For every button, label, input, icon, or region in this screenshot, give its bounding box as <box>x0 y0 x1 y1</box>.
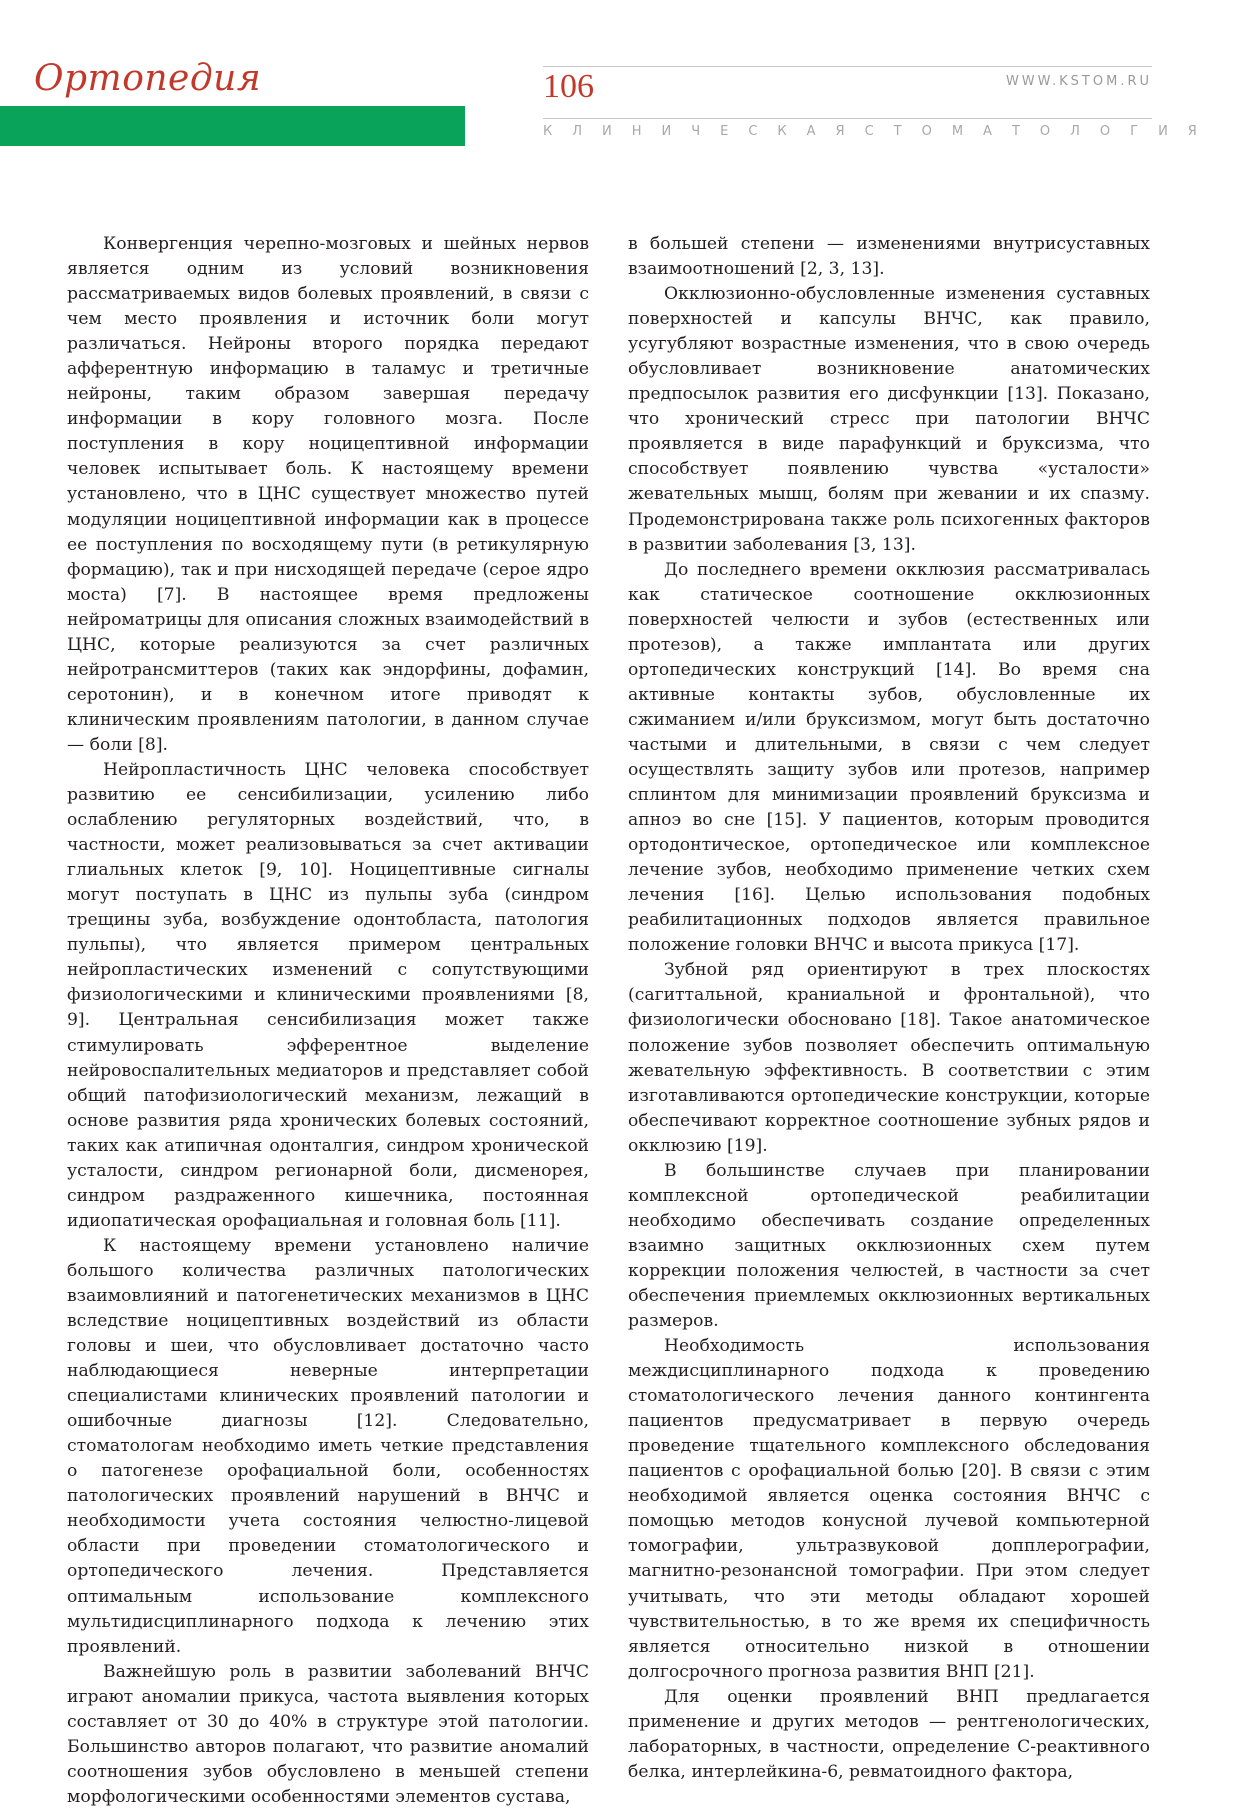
paragraph: В большинстве случаев при планировании комплексной ортопедической реабилитации необходимо обеспечивать создание определенных взаимно защитных окклюзионных схем путем коррекции положения челюстей, в частности за счет обеспечения приемлемых окклюзионных вертикальных размеров. <box>628 1160 1150 1332</box>
left-column <box>67 232 589 1810</box>
section-title: Ортопедия <box>34 58 262 99</box>
paragraph: Нейропластичность ЦНС человека способствует развитию ее сенсибилизации, усилению либо ослаблению регуляторных воздействий, что, в частности, может реализовываться за счет активации глиальных клеток [9, 10]. Ноцицептивные сигналы могут поступать в ЦНС из пульпы зуба (синдром трещины зуба, возбуждение одонтобласта, патология пульпы), что является примером центральных нейропластических изменений с сопутствующими физиологическими и клиническими проявлениями [8, 9]. Центральная сенсибилизация может также стимулировать эфферентное выделение нейровоспалительных медиаторов и представляет собой общий патофизиологический механизм, лежащий в основе развития ряда хронических болевых состояний, таких как атипичная одонталгия, синдром хронической усталости, синдром регионарной боли, дисменорея, синдром раздраженного кишечника, постоянная идиопатическая орофациальная и головная боль [11]. <box>67 759 589 1231</box>
website-link[interactable]: WWW.KSTOM.RU <box>1005 74 1152 89</box>
paragraph: Необходимость использования междисциплинарного подхода к проведению стоматологического лечения данного контингента пациентов предусматривает в первую очередь проведение тщательного комплексного обследования пациентов с орофациальной болью [20]. В связи с этим необходимой является оценка состояния ВНЧС с помощью методов конусной лучевой компьютерной томографии, ультразвуковой допплерографии, магнитно-резонансной томографии. При этом следует учитывать, что эти методы обладают хорошей чувствительностью, в то же время их специфичность является относительно низкой в отношении долгосрочного прогноза развития ВНП [21]. <box>628 1336 1150 1682</box>
paragraph: Конвергенция черепно-мозговых и шейных нервов является одним из условий возникновения рассматриваемых видов болевых проявлений, в связи с чем место проявления и источник боли могут различаться. Нейроны второго порядка передают афферентную информацию в таламус и третичные нейроны, таким образом завершая передачу информации в кору головного мозга. После поступления в кору ноцицептивной информации человек испытывает боль. К настоящему времени установлено, что в ЦНС существует множество путей модуляции ноцицептивной информации как в процессе ее поступления по восходящему пути (в ретикулярную формацию), так и при нисходящей передаче (серое ядро моста) [7]. В настоящее время предложены нейроматрицы для описания сложных взаимодействий в ЦНС, которые реализуются за счет различных нейротрансмиттеров (таких как эндорфины, дофамин, серотонин), и в конечном итоге приводят к клиническим проявлениям патологии, в данном случае — боли [8]. <box>67 234 589 755</box>
paragraph: Для оценки проявлений ВНП предлагается применение и других методов — рентгенологических, лабораторных, в частности, определение С-реактивного белка, интерлейкина-6, ревматоидного фактора, <box>628 1686 1150 1782</box>
paragraph: в большей степени — изменениями внутрисуставных взаимоотношений [2, 3, 13]. <box>628 234 1150 280</box>
paragraph: Окклюзионно-обусловленные изменения суставных поверхностей и капсулы ВНЧС, как правило, усугубляют возрастные изменения, что в свою очередь обусловливает возникновение анатомических предпосылок развития его дисфункции [13]. Показано, что хронический стресс при патологии ВНЧС проявляется в виде парафункций и бруксизма, что способствует появлению чувства «усталости» жевательных мышц, болям при жевании и их спазму. Продемонстрирована также роль психогенных факторов в развитии заболевания [3, 13]. <box>628 284 1150 555</box>
journal-word-1: КЛИНИЧЕСКАЯ <box>543 124 865 139</box>
paragraph: Зубной ряд ориентируют в трех плоскостях (сагиттальной, краниальной и фронтальной), что физиологически обосновано [18]. Такое анатомическое положение зубов позволяет обеспечить оптимальную жевательную эффективность. В соответствии с этим изготавливаются ортопедические конструкции, которые обеспечивают корректное соотношение зубных рядов и окклюзию [19]. <box>628 960 1150 1156</box>
journal-word-2: СТОМАТОЛОГИЯ <box>864 124 1217 139</box>
page-number: 106 <box>543 68 594 105</box>
header-top-rule <box>543 66 1152 67</box>
paragraph: До последнего времени окклюзия рассматривалась как статическое соотношение окклюзионных поверхностей челюсти и зубов (естественных или протезов), а также имплантата или других ортопедических конструкций [14]. Во время сна активные контакты зубов, обусловленные их сжиманием и/или бруксизмом, могут быть достаточно частыми и длительными, в связи с чем следует осуществлять защиту зубов или протезов, например сплинтом для минимизации проявлений бруксизма и апноэ во сне [15]. У пациентов, которым проводится ортодонтическое, ортопедическое или комплексное лечение зубов, необходимо применение четких схем лечения [16]. Целью использования подобных реабилитационных подходов является правильное положение головки ВНЧС и высота прикуса [17]. <box>628 559 1150 956</box>
paragraph: К настоящему времени установлено наличие большого количества различных патологических взаимовлияний и патогенетических механизмов в ЦНС вследствие ноцицептивных воздействий из области головы и шеи, что обусловливает достаточно часто наблюдающиеся неверные интерпретации специалистами клинических проявлений патологии и ошибочные диагнозы [12]. Следовательно, стоматологам необходимо иметь четкие представления о патогенезе орофациальной боли, особенностях патологических проявлений нарушений в ВНЧС и необходимости учета состояния челюстно-лицевой области при проведении стоматологического и ортопедического лечения. Представляется оптимальным использование комплексного мультидисциплинарного подхода к лечению этих проявлений. <box>67 1235 589 1657</box>
header-divider <box>543 118 1152 119</box>
section-color-bar <box>0 106 465 146</box>
paragraph: Важнейшую роль в развитии заболеваний ВНЧС играют аномалии прикуса, частота выявления которых составляет от 30 до 40% в структуре этой патологии. Большинство авторов полагают, что развитие аномалий соотношения зубов обусловлено в меньшей степени морфологическими особенностями элементов сустава, <box>67 1661 589 1807</box>
journal-title <box>543 124 1217 139</box>
right-column <box>628 232 1150 1785</box>
